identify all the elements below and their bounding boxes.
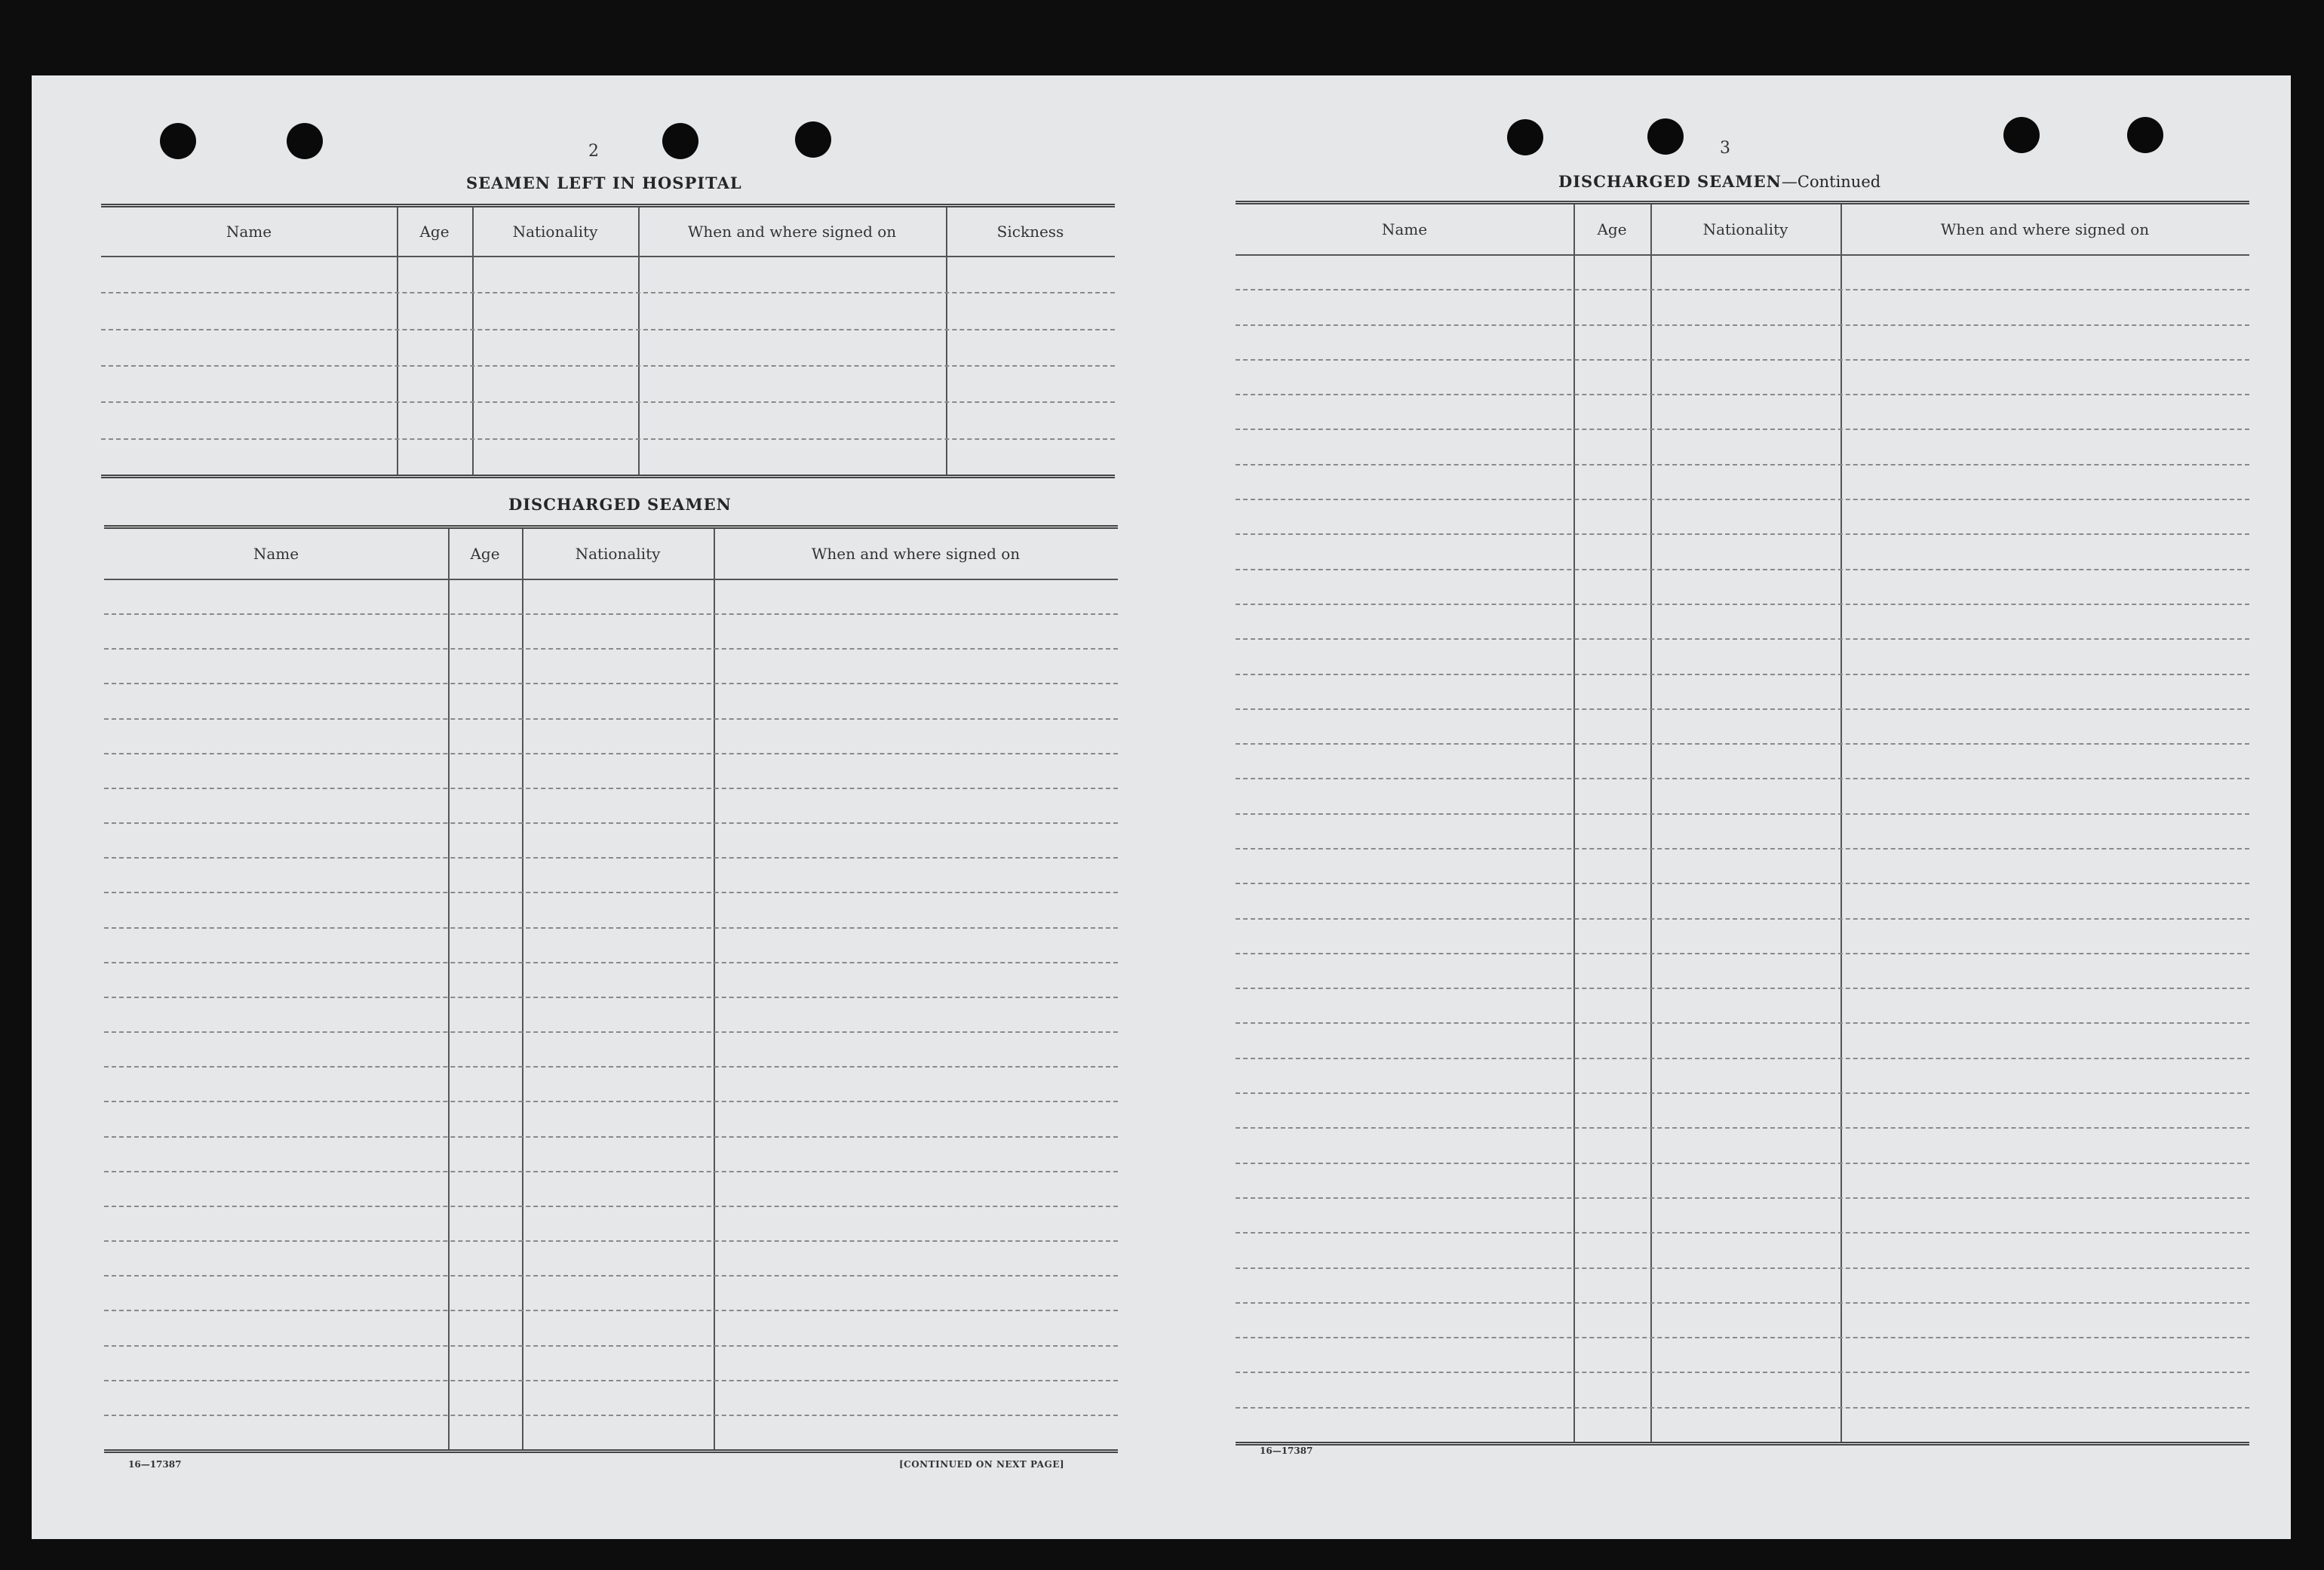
row-rule xyxy=(1236,1407,2249,1409)
hospital-section-title: SEAMEN LEFT IN HOSPITAL xyxy=(466,174,742,192)
row-rule xyxy=(104,1206,1118,1207)
discharged-continued-rows xyxy=(1236,254,2249,1442)
row-rule xyxy=(104,927,1118,929)
row-rule xyxy=(104,718,1118,720)
row-rule xyxy=(104,1101,1118,1102)
column-header-sickness: Sickness xyxy=(996,223,1064,241)
row-rule xyxy=(1236,883,2249,884)
column-header-signed-on: When and where signed on xyxy=(1940,220,2150,238)
row-rule xyxy=(1236,778,2249,779)
discharged-section-title: DISCHARGED SEAMEN xyxy=(508,495,732,514)
form-code-left: 16—17387 xyxy=(128,1459,182,1470)
punch-hole xyxy=(1507,119,1543,155)
row-rule xyxy=(1236,1163,2249,1164)
discharged-continued-title-text: DISCHARGED SEAMEN xyxy=(1558,172,1782,191)
row-rule xyxy=(101,292,1115,293)
row-rule xyxy=(1236,1022,2249,1024)
column-header-age: Age xyxy=(419,223,450,241)
row-rule xyxy=(104,753,1118,754)
row-rule xyxy=(1236,1337,2249,1338)
row-rule xyxy=(104,857,1118,859)
page-number-left: 2 xyxy=(588,142,599,161)
ledger-sheet xyxy=(32,75,2291,1539)
punch-hole xyxy=(160,123,196,159)
punch-hole xyxy=(1647,118,1684,155)
row-rule xyxy=(1236,1197,2249,1199)
continued-note: [CONTINUED ON NEXT PAGE] xyxy=(899,1459,1065,1470)
row-rule xyxy=(1236,1372,2249,1373)
row-rule xyxy=(1236,464,2249,465)
row-rule xyxy=(1236,638,2249,640)
discharged-continued-title xyxy=(1558,172,1880,191)
row-rule xyxy=(1236,953,2249,954)
continued-suffix: —Continued xyxy=(1781,173,1881,191)
row-rule xyxy=(104,1380,1118,1381)
row-rule xyxy=(104,1345,1118,1347)
row-rule xyxy=(104,1031,1118,1033)
row-rule xyxy=(1236,674,2249,675)
column-header-name: Name xyxy=(253,545,299,563)
row-rule xyxy=(1236,289,2249,290)
row-rule xyxy=(1236,394,2249,395)
column-header-age: Age xyxy=(1597,220,1627,238)
row-rule xyxy=(101,329,1115,330)
row-rule xyxy=(104,1171,1118,1172)
hospital-table xyxy=(101,204,1115,478)
row-rule xyxy=(1236,359,2249,361)
punch-hole xyxy=(662,123,698,159)
row-rule xyxy=(1236,569,2249,570)
row-rule xyxy=(104,648,1118,650)
hospital-rows xyxy=(101,256,1115,475)
row-rule xyxy=(104,997,1118,998)
row-rule xyxy=(1236,499,2249,500)
row-rule xyxy=(1236,429,2249,430)
column-header-nationality: Nationality xyxy=(1702,220,1788,238)
row-rule xyxy=(104,788,1118,789)
punch-hole xyxy=(795,121,831,158)
row-rule xyxy=(1236,813,2249,815)
punch-hole xyxy=(2003,117,2040,153)
column-header-age: Age xyxy=(470,545,500,563)
row-rule xyxy=(101,401,1115,403)
row-rule xyxy=(1236,988,2249,989)
row-rule xyxy=(1236,1092,2249,1094)
row-rule xyxy=(104,962,1118,963)
discharged-continued-table-header xyxy=(1236,204,2249,256)
column-header-name: Name xyxy=(226,223,272,241)
row-rule xyxy=(1236,743,2249,745)
row-rule xyxy=(1236,1267,2249,1269)
row-rule xyxy=(104,1240,1118,1242)
row-rule xyxy=(104,822,1118,824)
punch-hole xyxy=(2127,117,2163,153)
punch-hole xyxy=(287,123,323,159)
row-rule xyxy=(1236,918,2249,920)
row-rule xyxy=(104,613,1118,615)
row-rule xyxy=(104,1136,1118,1138)
row-rule xyxy=(1236,1127,2249,1129)
discharged-table xyxy=(104,525,1118,1453)
row-rule xyxy=(101,365,1115,367)
row-rule xyxy=(1236,1058,2249,1059)
row-rule xyxy=(101,438,1115,440)
row-rule xyxy=(104,892,1118,893)
discharged-table-header xyxy=(104,529,1118,580)
page-number-right: 3 xyxy=(1720,139,1730,158)
row-rule xyxy=(104,1415,1118,1416)
row-rule xyxy=(104,683,1118,684)
column-header-name: Name xyxy=(1381,220,1428,238)
column-header-signed-on: When and where signed on xyxy=(687,223,897,241)
row-rule xyxy=(1236,708,2249,710)
row-rule xyxy=(1236,533,2249,535)
row-rule xyxy=(104,1275,1118,1277)
column-header-signed-on: When and where signed on xyxy=(811,545,1021,563)
row-rule xyxy=(1236,848,2249,850)
column-header-nationality: Nationality xyxy=(512,223,598,241)
row-rule xyxy=(1236,1232,2249,1234)
row-rule xyxy=(104,1310,1118,1311)
row-rule xyxy=(104,1066,1118,1068)
form-code-right: 16—17387 xyxy=(1260,1446,1313,1456)
column-header-nationality: Nationality xyxy=(575,545,661,563)
row-rule xyxy=(1236,604,2249,605)
row-rule xyxy=(1236,324,2249,326)
row-rule xyxy=(1236,1302,2249,1304)
discharged-rows xyxy=(104,579,1118,1449)
discharged-continued-table xyxy=(1236,201,2249,1446)
hospital-table-header xyxy=(101,207,1115,257)
